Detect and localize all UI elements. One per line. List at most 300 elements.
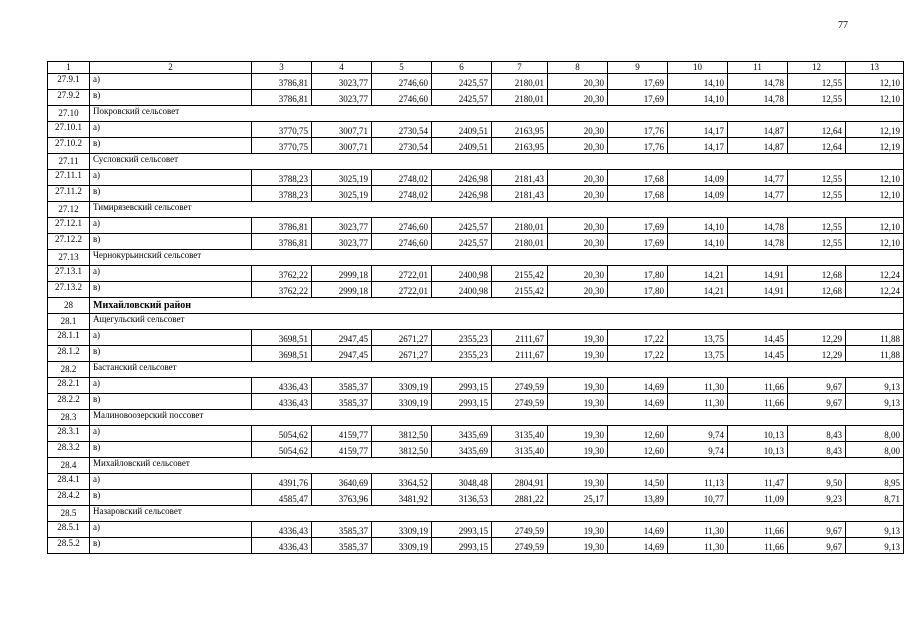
value-cell: 2748,02 <box>372 170 432 186</box>
value-cell: 12,55 <box>788 218 846 234</box>
value-cell: 3786,81 <box>252 74 312 90</box>
value-cell: 3788,23 <box>252 186 312 202</box>
section-row <box>48 202 904 218</box>
value-cell: 17,22 <box>608 330 668 346</box>
section-number-cell: 28.2 <box>48 362 90 378</box>
value-cell: 8,71 <box>846 490 904 506</box>
tariff-table <box>47 61 904 554</box>
value-cell: 2425,57 <box>432 234 492 250</box>
table-row <box>48 330 904 346</box>
value-cell: 3698,51 <box>252 330 312 346</box>
value-cell: 20,30 <box>548 218 608 234</box>
value-cell: 12,55 <box>788 234 846 250</box>
value-cell: 8,00 <box>846 442 904 458</box>
row-number-cell: 28.4.2 <box>48 490 90 506</box>
value-cell: 3007,71 <box>312 122 372 138</box>
value-cell: 3023,77 <box>312 234 372 250</box>
value-cell: 19,30 <box>548 538 608 554</box>
row-variant-cell: а) <box>90 330 252 346</box>
value-cell: 11,88 <box>846 330 904 346</box>
value-cell: 13,75 <box>668 330 728 346</box>
table-row <box>48 394 904 410</box>
value-cell: 2749,59 <box>492 378 548 394</box>
section-row <box>48 106 904 122</box>
value-cell: 17,68 <box>608 170 668 186</box>
value-cell: 20,30 <box>548 170 608 186</box>
value-cell: 9,13 <box>846 394 904 410</box>
header-cell: 8 <box>548 62 608 74</box>
table-row <box>48 138 904 154</box>
row-variant-cell: в) <box>90 186 252 202</box>
section-number-cell: 28.3 <box>48 410 90 426</box>
value-cell: 14,91 <box>728 266 788 282</box>
header-cell: 5 <box>372 62 432 74</box>
row-variant-cell: в) <box>90 490 252 506</box>
value-cell: 2355,23 <box>432 330 492 346</box>
value-cell: 11,30 <box>668 378 728 394</box>
section-number-cell: 28.5 <box>48 506 90 522</box>
row-number-cell: 28.5.1 <box>48 522 90 538</box>
value-cell: 3023,77 <box>312 218 372 234</box>
value-cell: 3786,81 <box>252 90 312 106</box>
value-cell: 2155,42 <box>492 282 548 298</box>
value-cell: 12,64 <box>788 122 846 138</box>
header-cell: 3 <box>252 62 312 74</box>
table-row <box>48 442 904 458</box>
value-cell: 4336,43 <box>252 522 312 538</box>
value-cell: 3698,51 <box>252 346 312 362</box>
value-cell: 12,10 <box>846 170 904 186</box>
value-cell: 9,13 <box>846 538 904 554</box>
value-cell: 2993,15 <box>432 394 492 410</box>
value-cell: 25,17 <box>548 490 608 506</box>
value-cell: 12,68 <box>788 266 846 282</box>
value-cell: 2746,60 <box>372 234 432 250</box>
value-cell: 14,77 <box>728 170 788 186</box>
table-body <box>48 74 904 554</box>
value-cell: 14,21 <box>668 282 728 298</box>
section-number-cell: 27.11 <box>48 154 90 170</box>
value-cell: 14,69 <box>608 378 668 394</box>
value-cell: 14,45 <box>728 330 788 346</box>
table-row <box>48 346 904 362</box>
value-cell: 14,17 <box>668 138 728 154</box>
value-cell: 12,19 <box>846 122 904 138</box>
value-cell: 2947,45 <box>312 330 372 346</box>
value-cell: 3762,22 <box>252 282 312 298</box>
table-row <box>48 74 904 90</box>
value-cell: 3135,40 <box>492 442 548 458</box>
section-title: Тимирязевский сельсовет <box>90 202 904 218</box>
value-cell: 2947,45 <box>312 346 372 362</box>
header-row <box>48 62 904 74</box>
value-cell: 2425,57 <box>432 74 492 90</box>
row-variant-cell: а) <box>90 218 252 234</box>
value-cell: 3770,75 <box>252 122 312 138</box>
value-cell: 3364,52 <box>372 474 432 490</box>
value-cell: 2749,59 <box>492 538 548 554</box>
value-cell: 12,68 <box>788 282 846 298</box>
value-cell: 3762,22 <box>252 266 312 282</box>
value-cell: 12,29 <box>788 330 846 346</box>
value-cell: 3135,40 <box>492 426 548 442</box>
value-cell: 13,89 <box>608 490 668 506</box>
row-number-cell: 27.9.1 <box>48 74 90 90</box>
row-number-cell: 28.3.2 <box>48 442 90 458</box>
row-number-cell: 28.3.1 <box>48 426 90 442</box>
value-cell: 2426,98 <box>432 186 492 202</box>
section-title: Сусловский сельсовет <box>90 154 904 170</box>
value-cell: 2111,67 <box>492 346 548 362</box>
row-number-cell: 27.13.2 <box>48 282 90 298</box>
value-cell: 11,66 <box>728 538 788 554</box>
value-cell: 14,09 <box>668 186 728 202</box>
district-row <box>48 298 904 314</box>
value-cell: 14,69 <box>608 522 668 538</box>
value-cell: 4391,76 <box>252 474 312 490</box>
row-variant-cell: в) <box>90 138 252 154</box>
value-cell: 3812,50 <box>372 442 432 458</box>
value-cell: 2409,51 <box>432 122 492 138</box>
value-cell: 5054,62 <box>252 442 312 458</box>
header-cell: 13 <box>846 62 904 74</box>
value-cell: 3309,19 <box>372 538 432 554</box>
row-variant-cell: в) <box>90 538 252 554</box>
value-cell: 12,24 <box>846 282 904 298</box>
value-cell: 17,69 <box>608 234 668 250</box>
value-cell: 2746,60 <box>372 74 432 90</box>
row-number-cell: 27.13.1 <box>48 266 90 282</box>
row-number-cell: 27.11.2 <box>48 186 90 202</box>
value-cell: 2163,95 <box>492 122 548 138</box>
value-cell: 2993,15 <box>432 522 492 538</box>
section-title: Михайловский сельсовет <box>90 458 904 474</box>
value-cell: 17,80 <box>608 282 668 298</box>
value-cell: 2181,43 <box>492 170 548 186</box>
value-cell: 3025,19 <box>312 170 372 186</box>
value-cell: 4159,77 <box>312 426 372 442</box>
header-cell: 12 <box>788 62 846 74</box>
row-variant-cell: а) <box>90 170 252 186</box>
row-variant-cell: а) <box>90 474 252 490</box>
value-cell: 3481,92 <box>372 490 432 506</box>
value-cell: 11,66 <box>728 394 788 410</box>
value-cell: 2749,59 <box>492 522 548 538</box>
value-cell: 9,67 <box>788 538 846 554</box>
value-cell: 4336,43 <box>252 394 312 410</box>
value-cell: 3763,96 <box>312 490 372 506</box>
value-cell: 3435,69 <box>432 442 492 458</box>
value-cell: 2671,27 <box>372 330 432 346</box>
row-number-cell: 27.10.2 <box>48 138 90 154</box>
value-cell: 14,09 <box>668 170 728 186</box>
value-cell: 3812,50 <box>372 426 432 442</box>
value-cell: 3640,69 <box>312 474 372 490</box>
table-row <box>48 538 904 554</box>
value-cell: 19,30 <box>548 522 608 538</box>
value-cell: 2180,01 <box>492 234 548 250</box>
value-cell: 3786,81 <box>252 218 312 234</box>
value-cell: 8,00 <box>846 426 904 442</box>
value-cell: 2993,15 <box>432 378 492 394</box>
value-cell: 11,09 <box>728 490 788 506</box>
value-cell: 14,69 <box>608 538 668 554</box>
value-cell: 14,77 <box>728 186 788 202</box>
value-cell: 19,30 <box>548 378 608 394</box>
value-cell: 12,10 <box>846 234 904 250</box>
value-cell: 2155,42 <box>492 266 548 282</box>
value-cell: 14,17 <box>668 122 728 138</box>
value-cell: 2722,01 <box>372 266 432 282</box>
value-cell: 2746,60 <box>372 218 432 234</box>
value-cell: 12,10 <box>846 90 904 106</box>
value-cell: 19,30 <box>548 426 608 442</box>
value-cell: 11,30 <box>668 394 728 410</box>
value-cell: 12,19 <box>846 138 904 154</box>
value-cell: 20,30 <box>548 122 608 138</box>
value-cell: 3136,53 <box>432 490 492 506</box>
value-cell: 2999,18 <box>312 266 372 282</box>
value-cell: 2426,98 <box>432 170 492 186</box>
value-cell: 3770,75 <box>252 138 312 154</box>
row-number-cell: 28.4.1 <box>48 474 90 490</box>
value-cell: 2730,54 <box>372 122 432 138</box>
value-cell: 2181,43 <box>492 186 548 202</box>
section-row <box>48 458 904 474</box>
table-row <box>48 474 904 490</box>
table-row <box>48 186 904 202</box>
value-cell: 2180,01 <box>492 74 548 90</box>
value-cell: 17,68 <box>608 186 668 202</box>
value-cell: 19,30 <box>548 394 608 410</box>
value-cell: 9,13 <box>846 378 904 394</box>
value-cell: 2749,59 <box>492 394 548 410</box>
value-cell: 2722,01 <box>372 282 432 298</box>
row-variant-cell: в) <box>90 394 252 410</box>
value-cell: 19,30 <box>548 474 608 490</box>
value-cell: 14,87 <box>728 138 788 154</box>
value-cell: 2400,98 <box>432 282 492 298</box>
value-cell: 11,30 <box>668 522 728 538</box>
value-cell: 14,78 <box>728 218 788 234</box>
table-row <box>48 234 904 250</box>
value-cell: 2425,57 <box>432 90 492 106</box>
section-title: Ащегульский сельсовет <box>90 314 904 330</box>
value-cell: 2730,54 <box>372 138 432 154</box>
value-cell: 17,76 <box>608 138 668 154</box>
value-cell: 2999,18 <box>312 282 372 298</box>
value-cell: 3309,19 <box>372 378 432 394</box>
row-variant-cell: а) <box>90 74 252 90</box>
row-variant-cell: а) <box>90 522 252 538</box>
row-variant-cell: в) <box>90 234 252 250</box>
row-number-cell: 27.11.1 <box>48 170 90 186</box>
value-cell: 12,55 <box>788 74 846 90</box>
value-cell: 12,64 <box>788 138 846 154</box>
value-cell: 14,10 <box>668 90 728 106</box>
value-cell: 14,45 <box>728 346 788 362</box>
value-cell: 8,43 <box>788 426 846 442</box>
section-row <box>48 362 904 378</box>
value-cell: 12,55 <box>788 186 846 202</box>
section-number-cell: 27.13 <box>48 250 90 266</box>
row-number-cell: 28.5.2 <box>48 538 90 554</box>
section-row <box>48 154 904 170</box>
row-number-cell: 27.12.2 <box>48 234 90 250</box>
value-cell: 2671,27 <box>372 346 432 362</box>
value-cell: 3585,37 <box>312 538 372 554</box>
table-row <box>48 218 904 234</box>
value-cell: 9,23 <box>788 490 846 506</box>
value-cell: 17,69 <box>608 218 668 234</box>
header-cell: 6 <box>432 62 492 74</box>
section-title: Чернокурьинский сельсовет <box>90 250 904 266</box>
value-cell: 20,30 <box>548 282 608 298</box>
table-row <box>48 522 904 538</box>
value-cell: 9,50 <box>788 474 846 490</box>
value-cell: 9,67 <box>788 522 846 538</box>
value-cell: 12,55 <box>788 90 846 106</box>
header-cell: 10 <box>668 62 728 74</box>
value-cell: 5054,62 <box>252 426 312 442</box>
value-cell: 3048,48 <box>432 474 492 490</box>
value-cell: 9,13 <box>846 522 904 538</box>
section-title: Покровский сельсовет <box>90 106 904 122</box>
value-cell: 12,10 <box>846 74 904 90</box>
value-cell: 3435,69 <box>432 426 492 442</box>
value-cell: 11,88 <box>846 346 904 362</box>
value-cell: 2163,95 <box>492 138 548 154</box>
row-number-cell: 28.2.2 <box>48 394 90 410</box>
header-cell: 2 <box>90 62 252 74</box>
value-cell: 3309,19 <box>372 394 432 410</box>
row-variant-cell: в) <box>90 282 252 298</box>
table-row <box>48 282 904 298</box>
row-number-cell: 28.1.2 <box>48 346 90 362</box>
value-cell: 20,30 <box>548 74 608 90</box>
section-title: Малиновоозерский поссовет <box>90 410 904 426</box>
row-number-cell: 27.12.1 <box>48 218 90 234</box>
section-row <box>48 250 904 266</box>
value-cell: 11,47 <box>728 474 788 490</box>
value-cell: 3007,71 <box>312 138 372 154</box>
value-cell: 14,10 <box>668 74 728 90</box>
value-cell: 3025,19 <box>312 186 372 202</box>
value-cell: 12,55 <box>788 170 846 186</box>
value-cell: 14,78 <box>728 90 788 106</box>
row-variant-cell: в) <box>90 442 252 458</box>
section-number-cell: 28.1 <box>48 314 90 330</box>
value-cell: 10,77 <box>668 490 728 506</box>
value-cell: 13,75 <box>668 346 728 362</box>
value-cell: 12,60 <box>608 426 668 442</box>
value-cell: 17,80 <box>608 266 668 282</box>
section-title: Назаровский сельсовет <box>90 506 904 522</box>
value-cell: 2993,15 <box>432 538 492 554</box>
value-cell: 3786,81 <box>252 234 312 250</box>
section-row <box>48 506 904 522</box>
value-cell: 19,30 <box>548 346 608 362</box>
value-cell: 14,50 <box>608 474 668 490</box>
value-cell: 14,78 <box>728 234 788 250</box>
value-cell: 8,43 <box>788 442 846 458</box>
value-cell: 3585,37 <box>312 522 372 538</box>
value-cell: 14,10 <box>668 234 728 250</box>
district-number-cell: 28 <box>48 298 90 314</box>
value-cell: 3309,19 <box>372 522 432 538</box>
table-row <box>48 90 904 106</box>
page-number: 77 <box>838 20 848 31</box>
value-cell: 3788,23 <box>252 170 312 186</box>
value-cell: 20,30 <box>548 234 608 250</box>
row-number-cell: 27.10.1 <box>48 122 90 138</box>
row-number-cell: 27.9.2 <box>48 90 90 106</box>
value-cell: 3023,77 <box>312 90 372 106</box>
row-variant-cell: в) <box>90 346 252 362</box>
value-cell: 11,13 <box>668 474 728 490</box>
value-cell: 11,30 <box>668 538 728 554</box>
value-cell: 9,74 <box>668 426 728 442</box>
value-cell: 20,30 <box>548 186 608 202</box>
section-title: Бастанский сельсовет <box>90 362 904 378</box>
section-number-cell: 27.12 <box>48 202 90 218</box>
value-cell: 12,24 <box>846 266 904 282</box>
value-cell: 4336,43 <box>252 538 312 554</box>
value-cell: 14,91 <box>728 282 788 298</box>
value-cell: 2400,98 <box>432 266 492 282</box>
value-cell: 12,10 <box>846 186 904 202</box>
table-row <box>48 266 904 282</box>
value-cell: 2180,01 <box>492 90 548 106</box>
value-cell: 2355,23 <box>432 346 492 362</box>
value-cell: 20,30 <box>548 266 608 282</box>
table-row <box>48 170 904 186</box>
row-number-cell: 28.1.1 <box>48 330 90 346</box>
section-number-cell: 28.4 <box>48 458 90 474</box>
value-cell: 10,13 <box>728 442 788 458</box>
value-cell: 14,78 <box>728 74 788 90</box>
value-cell: 3585,37 <box>312 378 372 394</box>
value-cell: 2881,22 <box>492 490 548 506</box>
value-cell: 2180,01 <box>492 218 548 234</box>
value-cell: 2748,02 <box>372 186 432 202</box>
header-cell: 11 <box>728 62 788 74</box>
value-cell: 2111,67 <box>492 330 548 346</box>
value-cell: 14,10 <box>668 218 728 234</box>
section-row <box>48 314 904 330</box>
value-cell: 17,76 <box>608 122 668 138</box>
value-cell: 9,74 <box>668 442 728 458</box>
header-cell: 1 <box>48 62 90 74</box>
section-number-cell: 27.10 <box>48 106 90 122</box>
value-cell: 12,60 <box>608 442 668 458</box>
value-cell: 3585,37 <box>312 394 372 410</box>
header-cell: 7 <box>492 62 548 74</box>
header-cell: 4 <box>312 62 372 74</box>
row-variant-cell: а) <box>90 378 252 394</box>
value-cell: 2409,51 <box>432 138 492 154</box>
table-row <box>48 378 904 394</box>
table-row <box>48 122 904 138</box>
value-cell: 19,30 <box>548 330 608 346</box>
row-variant-cell: а) <box>90 426 252 442</box>
value-cell: 2425,57 <box>432 218 492 234</box>
value-cell: 11,66 <box>728 378 788 394</box>
value-cell: 4336,43 <box>252 378 312 394</box>
value-cell: 17,22 <box>608 346 668 362</box>
value-cell: 10,13 <box>728 426 788 442</box>
value-cell: 17,69 <box>608 74 668 90</box>
